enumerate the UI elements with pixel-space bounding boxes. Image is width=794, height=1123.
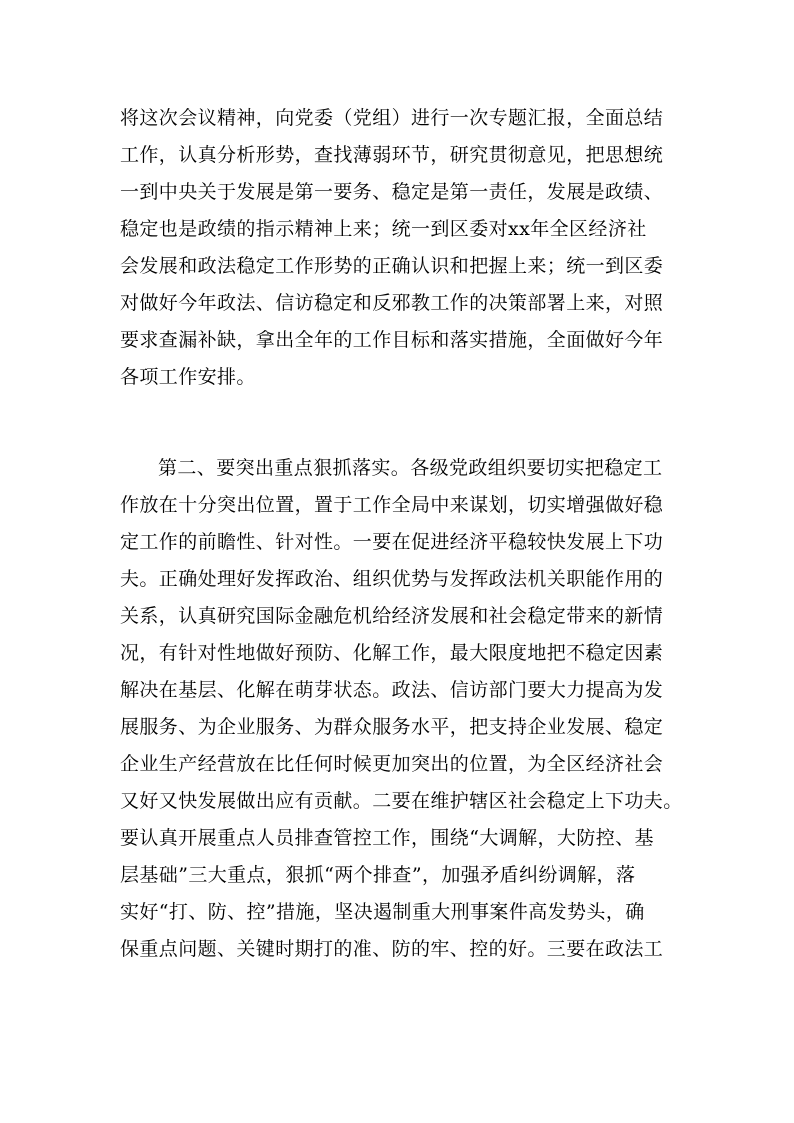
text-line: 会发展和政法稳定工作形势的正确认识和把握上来；统一到区委 [120, 255, 664, 277]
text-line: 要认真开展重点人员排查管控工作，围绕“大调解，大防控、基 [120, 827, 654, 849]
text-line: 要求查漏补缺，拿出全年的工作目标和落实措施，全面做好今年 [120, 329, 664, 351]
text-line: 工作，认真分析形势，查找薄弱环节，研究贯彻意见，把思想统 [120, 144, 664, 166]
text-line: 实好“打、防、控”措施，坚决遏制重大刑事案件高发势头，确 [120, 901, 645, 923]
text-line: 关系，认真研究国际金融危机给经济发展和社会稳定带来的新情 [120, 605, 664, 627]
text-line: 层基础”三大重点，狠抓“两个排查”，加强矛盾纠纷调解，落 [120, 864, 636, 886]
text-line: 定工作的前瞻性、针对性。一要在促进经济平稳较快发展上下功 [120, 531, 664, 553]
text-line: 对做好今年政法、信访稳定和反邪教工作的决策部署上来，对照 [120, 292, 664, 314]
text-line: 第二、要突出重点狠抓落实。各级党政组织要切实把稳定工 [158, 457, 663, 479]
text-line: 各项工作安排。 [120, 366, 256, 388]
text-line: 一到中央关于发展是第一要务、稳定是第一责任，发展是政绩、 [120, 181, 664, 203]
text-line: 作放在十分突出位置，置于工作全局中来谋划，切实增强做好稳 [120, 494, 664, 516]
text-line: 企业生产经营放在比任何时候更加突出的位置，为全区经济社会 [120, 753, 664, 775]
text-line: 又好又快发展做出应有贡献。二要在维护辖区社会稳定上下功夫。 [120, 790, 683, 812]
text-line: 保重点问题、关键时期打的准、防的牢、控的好。三要在政法工 [120, 938, 664, 960]
text-line: 况，有针对性地做好预防、化解工作，最大限度地把不稳定因素 [120, 642, 664, 664]
text-line: 稳定也是政绩的指示精神上来；统一到区委对xx年全区经济社 [120, 218, 647, 240]
text-line: 夫。正确处理好发挥政治、组织优势与发挥政法机关职能作用的 [120, 568, 664, 590]
text-line: 将这次会议精神，向党委（党组）进行一次专题汇报，全面总结 [120, 107, 664, 129]
text-line: 解决在基层、化解在萌芽状态。政法、信访部门要大力提高为发 [120, 679, 664, 701]
text-line: 展服务、为企业服务、为群众服务水平，把支持企业发展、稳定 [120, 716, 664, 738]
